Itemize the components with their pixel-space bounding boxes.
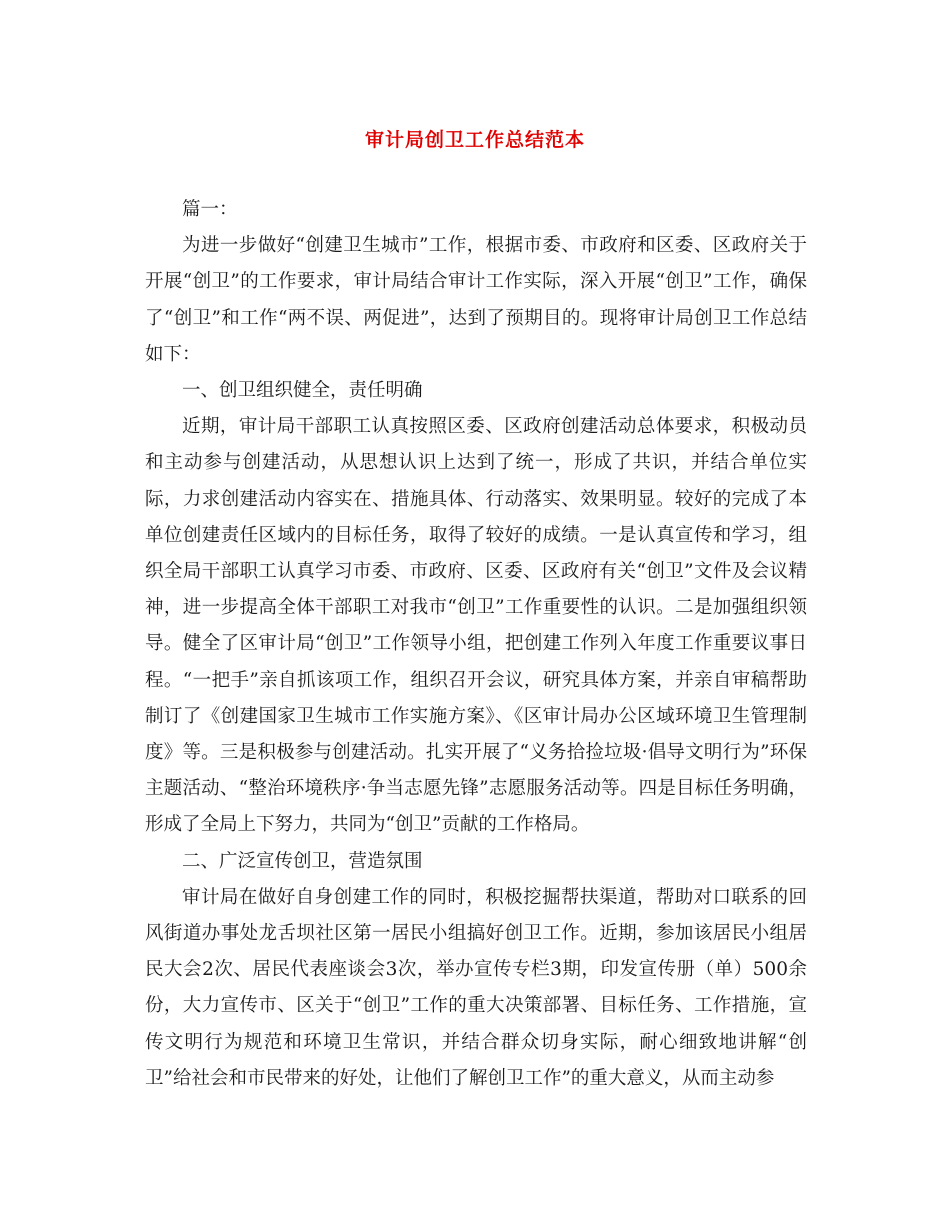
section-heading-1: 一、创卫组织健全，责任明确 — [182, 380, 423, 402]
section-heading-2: 二、广泛宣传创卫，营造氛围 — [182, 850, 423, 872]
section-2-paragraph: 审计局在做好自身创建工作的同时，积极挖掘帮扶渠道，帮助对口联系的回风街道办事处龙舌坝社区第一居民小组搞好创卫工作。近期，参加该居民小组居民大会2次、居民代表座谈会3次，举办宣传专栏3期，印发宣传册（单）500余份，大力宣传市、区关于“创卫”工作的重大决策部署、目标任务、工作措施，宣传文明行为规范和环境卫生常识，并结合群众切身实际，耐心细致地讲解“创卫”给社会和市民带来的好处，让他们了解创卫工作”的重大意义，从而主动参 — [145, 886, 807, 1089]
section-label: 篇一： — [182, 199, 238, 220]
intro-paragraph: 为进一步做好“创建卫生城市”工作，根据市委、市政府和区委、区政府关于开展“创卫”的工作要求，审计局结合审计工作实际，深入开展“创卫”工作，确保了“创卫”和工作“两不误、两促进”，达到了预期目的。现将审计局创卫工作总结如下： — [145, 235, 807, 365]
section-1-paragraph: 近期，审计局干部职工认真按照区委、区政府创建活动总体要求，积极动员和主动参与创建活动，从思想认识上达到了统一，形成了共识，并结合单位实际，力求创建活动内容实在、措施具体、行动落实、效果明显。较好的完成了本单位创建责任区域内的目标任务，取得了较好的成绩。一是认真宣传和学习，组织全局干部职工认真学习市委、市政府、区委、区政府有关“创卫”文件及会议精神，进一步提高全体干部职工对我市“创卫”工作重要性的认识。二是加强组织领导。健全了区审计局“创卫”工作领导小组，把创建工作列入年度工作重要议事日程。“一把手”亲自抓该项工作，组织召开会议，研究具体方案，并亲自审稿帮助制订了《创建国家卫生城市工作实施方案》、《区审计局办公区域环境卫生管理制度》等。三是积极参与创建活动。扎实开展了“义务拾捡垃圾·倡导文明行为”环保主题活动、“整治环境秩序·争当志愿先锋”志愿服务活动等。四是目标任务明确，形成了全局上下努力，共同为“创卫”贡献的工作格局。 — [145, 416, 807, 836]
document-body — [145, 192, 807, 1097]
document-title: 审计局创卫工作总结范本 — [364, 129, 585, 151]
